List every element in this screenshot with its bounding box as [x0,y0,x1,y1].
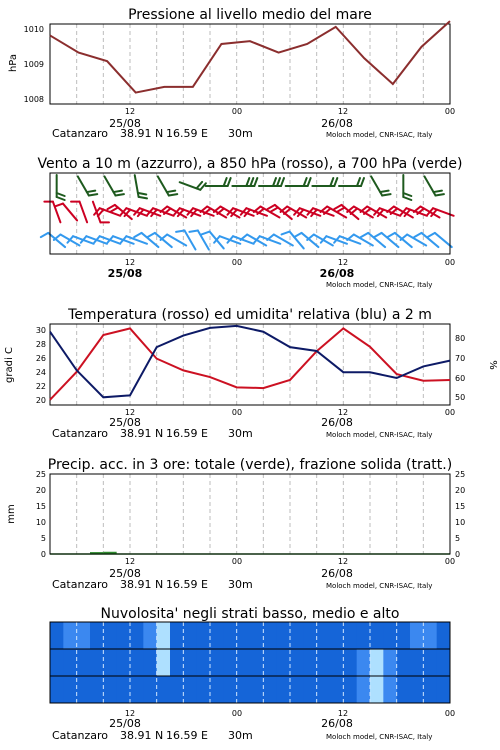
cloud-cell [197,622,211,649]
humidity-ytick-label: 80 [455,334,466,343]
wind-barb-feather [361,178,364,186]
cloud-cell [290,622,304,649]
precipitation-ytick-label: 15 [35,502,46,511]
location-lon: 16.59 E [166,729,208,742]
cloud-cell [130,649,144,676]
cloud-cell [277,622,291,649]
wind-barbs [41,172,454,253]
cloud-cell [183,649,197,676]
cloud-cell [210,676,224,703]
cloud-cell [317,676,331,703]
wind-barb-feather [414,231,421,239]
humidity-ytick-label: 60 [455,374,466,383]
wind-barb-feather [334,178,337,186]
cloud-cell [223,649,237,676]
location-lon: 16.59 E [166,427,208,440]
cloud-cell [183,622,197,649]
wind-barb-feather [44,199,53,205]
precipitation-ylabel: mm [6,504,17,524]
precipitation-ytick-label: 20 [35,486,46,495]
cloud-cell [357,649,371,676]
wind-barb-feather [228,178,231,186]
x-tick-label: 12 [124,107,136,116]
x-tick-label: 00 [444,557,456,566]
cloud-cell [330,622,344,649]
wind-barb [161,233,187,252]
cloud-cell [383,622,397,649]
cloud-cell [357,622,371,649]
wind-barb [312,178,337,186]
precipitation-ytick-label: 0 [40,550,46,559]
wind-barb-feather [308,178,311,186]
x-tick-label: 00 [231,107,243,116]
cloud-cell [237,676,251,703]
temperature-ytick-label: 22 [35,382,46,391]
location-name: Catanzaro [52,729,108,742]
cloud-cell [397,622,411,649]
wind-barb-feather [330,178,333,186]
cloud-cell [170,622,184,649]
cloud-cell [63,622,77,649]
location-lon: 16.59 E [166,578,208,591]
x-tick-label: 12 [337,709,349,718]
cloud-cell [77,676,91,703]
cloud-cell [370,649,384,676]
wind-barb-feather [189,228,197,235]
precipitation-yticks [36,470,46,559]
x-tick-label: 00 [444,258,456,267]
wind-panel [37,156,462,289]
wind-barb-feather [57,193,65,196]
cloud-cell [50,649,64,676]
wind-barb [107,203,131,225]
wind-barb-feather [41,231,48,239]
cloud-cell [343,649,357,676]
pressure-ytick-label: 1008 [23,95,44,104]
cloud-cell [423,649,437,676]
precipitation-ytick-label: 5 [40,534,46,543]
precipitation-panel [6,457,465,591]
location-lat: 38.91 N [120,127,164,140]
wind-barb-feather [254,178,257,186]
cloud-cell [437,676,451,703]
temperature-line [50,328,450,399]
location-name: Catanzaro [52,127,108,140]
cloud-cell [157,649,171,676]
x-tick-label: 00 [231,258,243,267]
precipitation-ytick-label: 25 [455,470,466,479]
cloud-cell [157,622,171,649]
cloud-cell [343,676,357,703]
temperature-frame [50,324,450,405]
temperature-ytick-label: 30 [35,326,46,335]
precipitation-ytick-label: 5 [455,534,461,543]
wind-barb [206,178,231,186]
cloud-cell [130,622,144,649]
temperature-humidity-series [50,326,450,400]
cloud-cell [303,676,317,703]
location-lon: 16.59 E [166,127,208,140]
wind-barb-feather [277,178,280,186]
day-label: 26/08 [321,567,353,580]
wind-barb [286,178,311,186]
cloud-cell [437,649,451,676]
precipitation-ytick-label: 20 [455,486,466,495]
cloud-title: Nuvolosita' negli strati basso, medio e alto [100,606,400,622]
precipitation-title: Precip. acc. in 3 ore: totale (verde), frazione solida (tratt.) [47,457,453,473]
cloud-cell [117,622,131,649]
x-tick-label: 00 [231,557,243,566]
cloud-cell [117,649,131,676]
cloud-cell [223,622,237,649]
model-credit: Moloch model, CNR-ISAC, Italy [326,131,433,139]
cloud-cell [90,676,104,703]
cloud-cell [263,622,277,649]
wind-barb-feather [134,231,141,239]
wind-barb [135,174,147,200]
temperature-ytick-label: 26 [35,354,46,363]
wind-barb-feather [304,178,307,186]
cloud-cell [77,622,91,649]
precipitation-ytick-label: 10 [455,518,466,527]
cloud-cell [290,649,304,676]
cloud-cell [357,676,371,703]
cloud-cell [50,622,64,649]
cloud-cell [223,676,237,703]
location-lat: 38.91 N [120,427,164,440]
x-tick-label: 00 [444,107,456,116]
precipitation-right-yticks [455,470,465,559]
x-tick-label: 00 [444,709,456,718]
wind-barb [71,199,87,225]
x-tick-label: 12 [337,258,349,267]
cloud-cell [370,622,384,649]
wind-barb [189,228,208,254]
precipitation-gridlines [77,474,424,554]
day-label: 26/08 [319,267,355,280]
cloud-cell [90,649,104,676]
wind-barb-shaft [80,202,88,223]
x-tick-label: 12 [124,258,136,267]
cloud-cell [410,676,424,703]
x-tick-label: 12 [337,107,349,116]
wind-barb [232,178,257,186]
cloud-cell [423,622,437,649]
x-tick-label: 12 [337,408,349,417]
cloud-cell [277,676,291,703]
wind-barb [134,231,158,253]
wind-barb-feather [403,193,411,196]
cloud-cell [197,676,211,703]
temperature-ylabel: gradi C [4,347,15,383]
wind-barb [57,175,65,200]
x-tick-label: 12 [124,408,136,417]
pressure-ylabel: hPa [8,53,19,73]
day-label: 25/08 [107,267,143,280]
pressure-yticks [24,25,44,104]
cloud-cell [303,649,317,676]
cloud-cell [63,676,77,703]
wind-barb [401,233,427,252]
wind-barb [425,172,444,198]
pressure-panel [8,7,455,140]
cloud-cell [143,622,157,649]
day-label: 25/08 [109,567,141,580]
x-tick-label: 00 [231,408,243,417]
x-tick-label: 00 [231,709,243,718]
location-lat: 38.91 N [120,729,164,742]
temperature-gridlines [77,324,424,405]
precipitation-ytick-label: 15 [455,502,466,511]
cloud-cell [117,676,131,703]
wind-barb-feather [176,228,184,235]
location-name: Catanzaro [52,578,108,591]
precipitation-ytick-label: 25 [35,470,46,479]
wind-barb-feather [281,178,284,186]
wind-barb [259,178,284,186]
cloud-cell [277,649,291,676]
wind-barb [158,172,177,198]
cloud-cell [250,622,264,649]
model-credit: Moloch model, CNR-ISAC, Italy [326,582,433,590]
location-elev: 30m [228,127,253,140]
wind-barb-feather [202,229,210,236]
cloud-cell [237,649,251,676]
cloud-cell [170,676,184,703]
day-label: 25/08 [109,117,141,130]
cloud-cell [370,676,384,703]
location-elev: 30m [228,427,253,440]
cloud-heatmap [50,622,451,703]
cloud-cell [130,676,144,703]
location-elev: 30m [228,578,253,591]
cloud-cell [383,676,397,703]
pressure-ytick-label: 1009 [23,60,44,69]
temperature-panel [4,307,498,440]
cloud-cell [63,649,77,676]
humidity-line [50,326,450,397]
humidity-ytick-label: 50 [455,393,466,402]
location-lat: 38.91 N [120,578,164,591]
wind-barb-feather [403,197,411,200]
cloud-panel [50,606,455,742]
wind-barb-feather [250,178,253,186]
wind-barb [403,175,411,200]
model-credit: Moloch model, CNR-ISAC, Italy [326,733,433,741]
x-tick-label: 00 [444,408,456,417]
temperature-ytick-label: 24 [35,368,46,377]
temperature-ytick-label: 28 [35,340,46,349]
cloud-cell [103,649,117,676]
cloud-cell [250,649,264,676]
precipitation-frame [50,474,450,554]
wind-barb [361,231,385,253]
cloud-cell [250,676,264,703]
day-label: 25/08 [109,416,141,429]
pressure-line [50,21,450,92]
temperature-yticks [36,326,46,405]
cloud-cell [330,649,344,676]
cloud-cell [317,622,331,649]
wind-title: Vento a 10 m (azzurro), a 850 hPa (rosso), a 700 hPa (verde) [37,156,463,172]
cloud-cell [437,622,451,649]
model-credit: Moloch model, CNR-ISAC, Italy [326,281,433,289]
wind-barb-feather [224,178,227,186]
wind-barb-feather [71,199,80,205]
location-footer [52,729,432,742]
wind-barb [339,178,364,186]
cloud-cell [263,649,277,676]
cloud-cell [90,622,104,649]
wind-barb [371,172,390,198]
precipitation-ytick-label: 10 [35,518,46,527]
wind-barb-feather [246,178,249,186]
cloud-cell [50,676,64,703]
x-tick-label: 12 [124,557,136,566]
cloud-cell [317,649,331,676]
cloud-cell [290,676,304,703]
precipitation-ytick-label: 0 [455,550,461,559]
cloud-cell [423,676,437,703]
wind-barb-feather [139,195,147,199]
humidity-ytick-label: 70 [455,354,466,363]
temperature-title: Temperatura (rosso) ed umidita' relativa (blu) a 2 m [68,307,432,323]
wind-barb [78,172,97,198]
cloud-cell [303,622,317,649]
cloud-cell [143,676,157,703]
cloud-cell [210,622,224,649]
day-label: 26/08 [321,717,353,730]
cloud-cell [383,649,397,676]
location-name: Catanzaro [52,427,108,440]
day-label: 26/08 [321,416,353,429]
wind-barb-feather [57,197,65,200]
cloud-cell [77,649,91,676]
cloud-cell [397,649,411,676]
pressure-series [50,21,450,92]
day-label: 25/08 [109,717,141,730]
cloud-cell [330,676,344,703]
x-tick-label: 12 [124,709,136,718]
wind-barb [105,172,124,198]
cloud-cell [410,622,424,649]
wind-barb-feather [357,178,360,186]
wind-barb-feather [100,220,109,226]
cloud-cell [103,622,117,649]
cloud-cell [197,649,211,676]
wind-barb-feather [282,229,290,236]
model-credit: Moloch model, CNR-ISAC, Italy [326,431,433,439]
cloud-cell [263,676,277,703]
cloud-cell [183,676,197,703]
cloud-cell [157,676,171,703]
cloud-cell [237,622,251,649]
wind-barb-feather [361,231,368,239]
wind-barb [254,235,280,251]
pressure-title: Pressione al livello medio del mare [128,7,372,23]
cloud-cell [143,649,157,676]
wind-barb-shaft [185,230,196,249]
temperature-ytick-label: 20 [35,396,46,405]
location-elev: 30m [228,729,253,742]
cloud-cell [410,649,424,676]
day-label: 26/08 [321,117,353,130]
humidity-yticks [455,334,465,402]
humidity-ylabel: % [487,360,498,370]
cloud-cell [397,676,411,703]
pressure-ytick-label: 1010 [23,25,44,34]
wind-barb-feather [273,178,276,186]
cloud-cell [343,622,357,649]
x-tick-label: 12 [337,557,349,566]
cloud-cell [170,649,184,676]
cloud-cell [210,649,224,676]
wind-barb [44,199,60,225]
cloud-cell [103,676,117,703]
wind-barb [414,231,438,253]
wind-barb-shaft [63,204,77,221]
